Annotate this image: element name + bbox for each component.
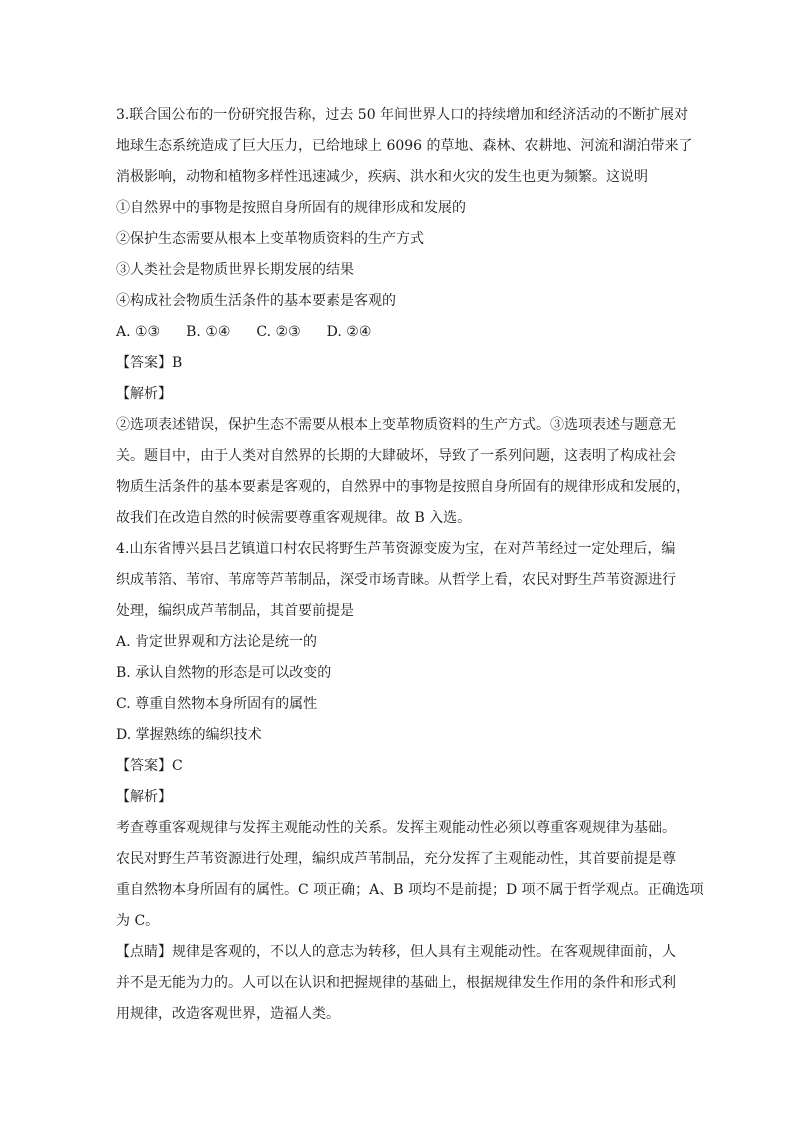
q4-tip-line-3: 用规律，改造客观世界，造福人类。 (116, 1006, 340, 1022)
q3-stem-line-1: 3.联合国公布的一份研究报告称，过去 50 年间世界人口的持续增加和经济活动的不断扩展对 (116, 107, 689, 123)
q4-stem-line-2: 织成苇箔、苇帘、苇席等芦苇制品，深受市场青睐。从哲学上看，农民对野生芦苇资源进行 (116, 572, 676, 588)
q3-option-a: A. ①③ (116, 324, 161, 340)
question-3 (116, 100, 693, 534)
q3-option-b: B. ①④ (186, 324, 231, 340)
q4-tip-line-1: 【点睛】规律是客观的，不以人的意志为转移，但人具有主观能动性。在客观规律面前，人 (116, 944, 676, 960)
q3-statement-4: ④构成社会物质生活条件的基本要素是客观的 (116, 293, 396, 309)
q4-answer: 【答案】C (116, 758, 183, 774)
q3-analysis-line-4: 故我们在改造自然的时候需要尊重客观规律。故 B 入选。 (116, 510, 472, 526)
q3-option-d: D. ②④ (326, 324, 372, 340)
q3-stem-line-3: 消极影响，动物和植物多样性迅速减少，疾病、洪水和火灾的发生也更为频繁。这说明 (116, 169, 648, 185)
q3-statement-3: ③人类社会是物质世界长期发展的结果 (116, 262, 354, 278)
q4-analysis-line-3: 重自然物本身所固有的属性。C 项正确；A、B 项均不是前提；D 项不属于哲学观点。正确选项 (116, 882, 704, 898)
q4-option-b: B. 承认自然物的形态是可以改变的 (116, 665, 332, 681)
q4-option-d: D. 掌握熟练的编织技术 (116, 727, 262, 743)
q3-statement-1: ①自然界中的事物是按照自身所固有的规律形成和发展的 (116, 200, 466, 216)
q3-analysis-label: 【解析】 (116, 386, 172, 402)
q4-option-c: C. 尊重自然物本身所固有的属性 (116, 696, 318, 712)
q4-tip-line-2: 并不是无能为力的。人可以在认识和把握规律的基础上，根据规律发生作用的条件和形式利 (116, 975, 676, 991)
q4-analysis-line-2: 农民对野生芦苇资源进行处理，编织成芦苇制品，充分发挥了主观能动性，其首要前提是尊 (116, 851, 676, 867)
q3-analysis-line-3: 物质生活条件的基本要素是客观的，自然界中的事物是按照自身所固有的规律形成和发展的， (116, 479, 690, 495)
q3-answer: 【答案】B (116, 355, 183, 371)
q4-analysis-line-4: 为 C。 (116, 913, 160, 929)
q3-option-c: C. ②③ (256, 324, 301, 340)
q3-statement-2: ②保护生态需要从根本上变革物质资料的生产方式 (116, 231, 424, 247)
document-body (116, 100, 704, 1030)
q4-stem-line-3: 处理，编织成芦苇制品，其首要前提是 (116, 603, 354, 619)
q3-options (116, 317, 682, 348)
q4-analysis-label: 【解析】 (116, 789, 172, 805)
q4-analysis-line-1: 考查尊重客观规律与发挥主观能动性的关系。发挥主观能动性必须以尊重客观规律为基础。 (116, 820, 676, 836)
q3-analysis-line-1: ②选项表述错误，保护生态不需要从根本上变革物质资料的生产方式。③选项表述与题意无 (116, 417, 676, 433)
question-4 (116, 534, 704, 1030)
q4-option-a: A. 肯定世界观和方法论是统一的 (116, 634, 318, 650)
q3-stem-line-2: 地球生态系统造成了巨大压力，已给地球上 6096 的草地、森林、农耕地、河流和湖泊带来了 (116, 138, 693, 154)
q3-analysis-line-2: 关。题目中，由于人类对自然界的长期的大肆破坏，导致了一系列问题，这表明了构成社会 (116, 448, 676, 464)
q4-stem-line-1: 4.山东省博兴县吕艺镇道口村农民将野生芦苇资源变废为宝，在对芦苇经过一定处理后，编 (116, 541, 676, 557)
